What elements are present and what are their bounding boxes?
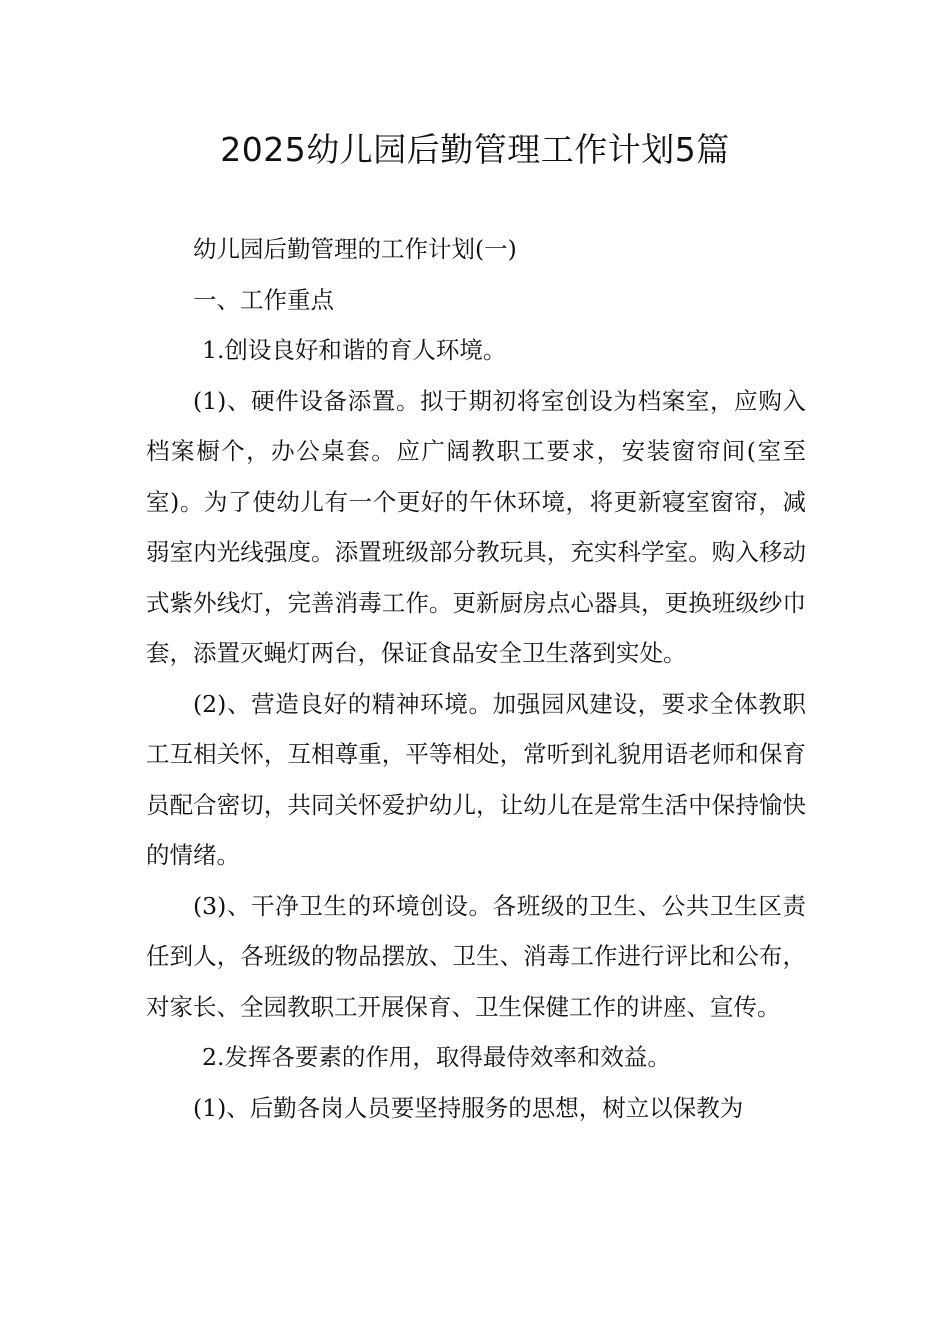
item-heading: 2.发挥各要素的作用，取得最侍效率和效益。	[202, 1043, 671, 1071]
document-body	[146, 224, 806, 1133]
body-paragraph: (3)、干净卫生的环境创设。各班级的卫生、公共卫生区责任到人，各班级的物品摆放、卫生、消毒工作进行评比和公布，对家长、全园教职工开展保育、卫生保健工作的讲座、宣传。	[146, 891, 806, 1021]
body-paragraph: (1)、硬件设备添置。拟于期初将室创设为档案室，应购入档案橱个，办公桌套。应广阔教职工要求，安装窗帘间(室至室)。为了使幼儿有一个更好的午休环境，将更新寝室窗帘，减弱室内光线强度。添置班级部分教玩具，充实科学室。购入移动式紫外线灯，完善消毒工作。更新厨房点心器具，更换班级纱巾套，添置灭蝇灯两台，保证食品安全卫生落到实处。	[146, 386, 806, 667]
document-title: 2025幼儿园后勤管理工作计划5篇	[220, 130, 730, 169]
subsection-heading: 一、工作重点	[193, 285, 334, 314]
item-heading: 1.创设良好和谐的育人环境。	[202, 336, 507, 364]
section-heading: 幼儿园后勤管理的工作计划(一)	[193, 235, 517, 263]
body-paragraph: (1)、后勤各岗人员要坚持服务的思想，树立以保教为	[193, 1093, 744, 1122]
body-paragraph: (2)、营造良好的精神环境。加强园风建设，要求全体教职工互相关怀，互相尊重，平等相处，常听到礼貌用语老师和保育员配合密切，共同关怀爱护幼儿，让幼儿在是常生活中保持愉快的情绪。	[146, 689, 806, 869]
